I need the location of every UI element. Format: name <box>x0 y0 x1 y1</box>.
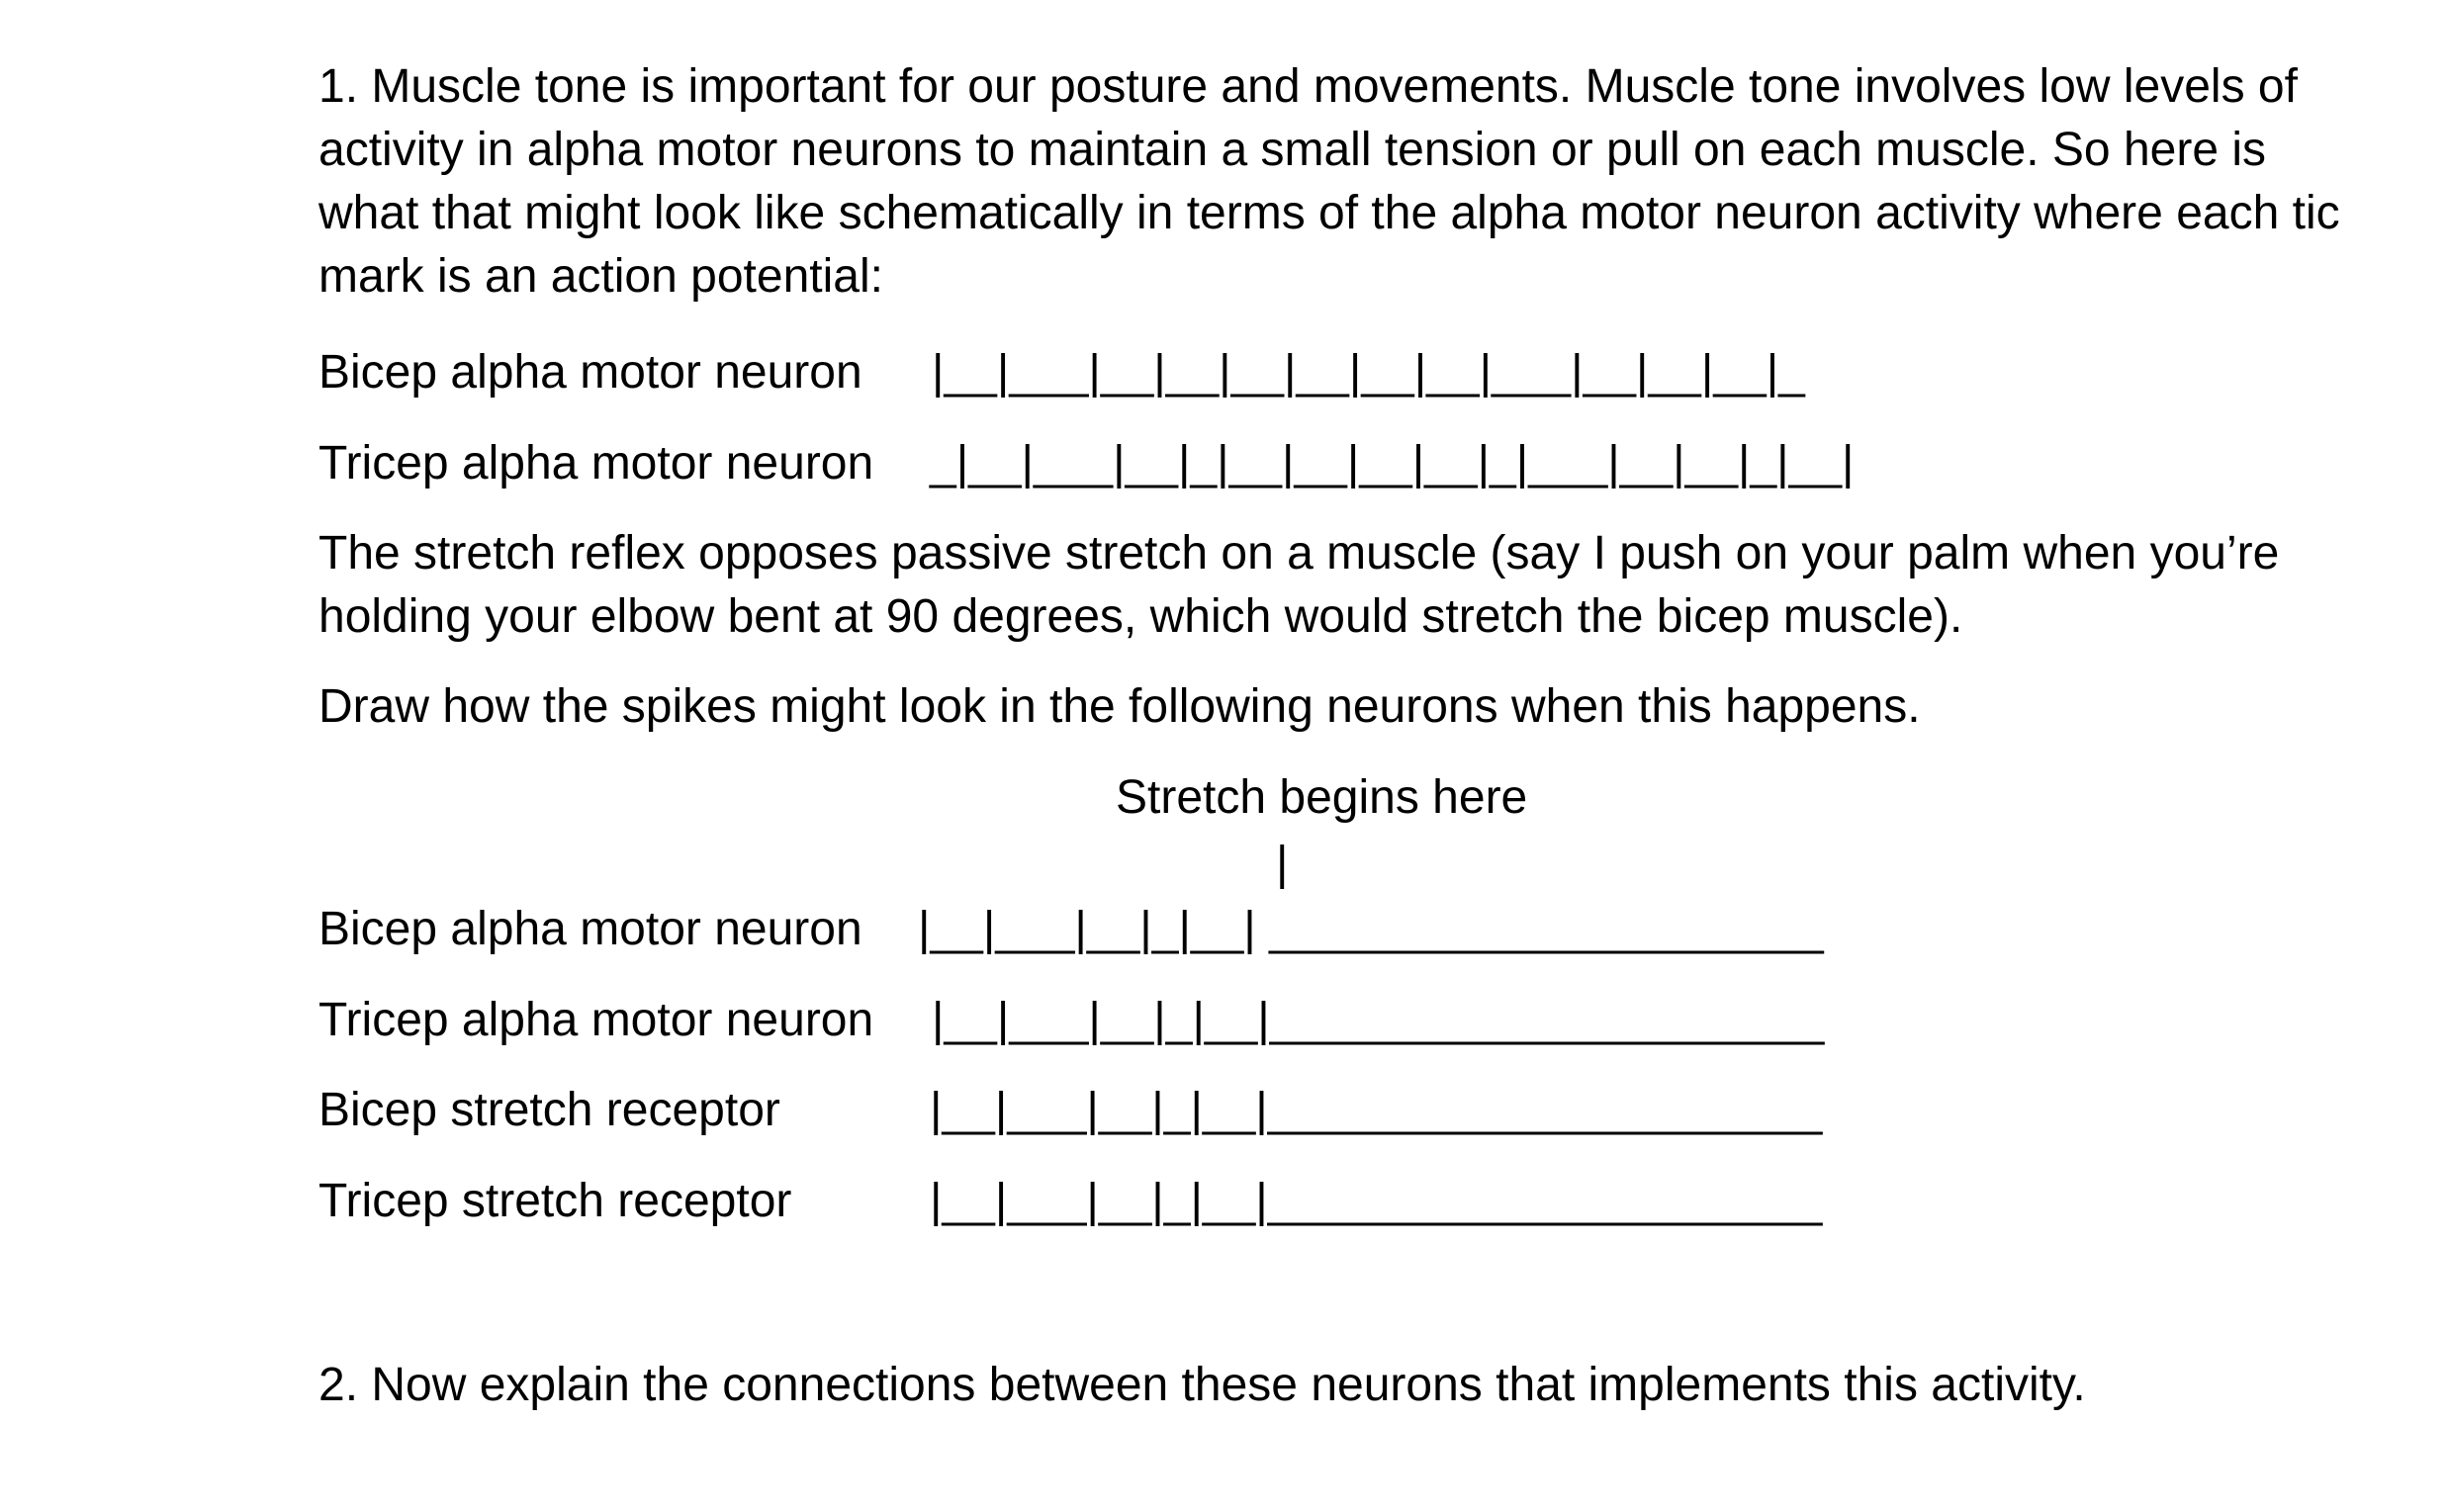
response-tricep-motor-label: Tricep alpha motor neuron <box>318 994 874 1046</box>
question-1-intro: 1. Muscle tone is important for our posture and movements. Muscle tone involves low levels of activity in alpha motor neurons to maintain a small tension or pull on each muscle. So here is what that might look like schematically in terms of the alpha motor neuron activity where each tic mark is an action potential: <box>318 60 2340 303</box>
stretch-marker-label: Stretch begins here <box>1116 771 1528 824</box>
response-bicep-receptor-trace: |__|___|__|_|__|_____________________ <box>930 1084 1823 1136</box>
response-tricep-motor-trace: |__|___|__|_|__|_____________________ <box>932 994 1825 1046</box>
baseline-bicep-trace: |__|___|__|__|__|__|__|__|___|__|__|__|_ <box>932 346 1805 399</box>
stretch-reflex-text: The stretch reflex opposes passive stretch on a muscle (say I push on your palm when you’re holding your elbow bent at 90 degrees, which would stretch the bicep muscle). <box>318 527 2280 643</box>
baseline-tricep-trace: _|__|___|__|_|__|__|__|__|_|___|__|__|_|__| <box>930 437 1855 489</box>
response-bicep-motor-trace: |__|___|__|_|__| _____________________ <box>918 903 1824 955</box>
response-tricep-receptor-trace: |__|___|__|_|__|_____________________ <box>930 1175 1823 1227</box>
baseline-tricep-label: Tricep alpha motor neuron <box>318 437 874 489</box>
draw-instruction: Draw how the spikes might look in the following neurons when this happens. <box>318 680 1921 733</box>
question-2-text: 2. Now explain the connections between these neurons that implements this activity. <box>318 1359 2086 1411</box>
response-bicep-receptor-label: Bicep stretch receptor <box>318 1084 780 1136</box>
baseline-bicep-label: Bicep alpha motor neuron <box>318 346 862 399</box>
response-bicep-motor-label: Bicep alpha motor neuron <box>318 903 862 955</box>
response-tricep-receptor-label: Tricep stretch receptor <box>318 1175 792 1227</box>
stretch-marker-tick: | <box>1276 838 1289 890</box>
